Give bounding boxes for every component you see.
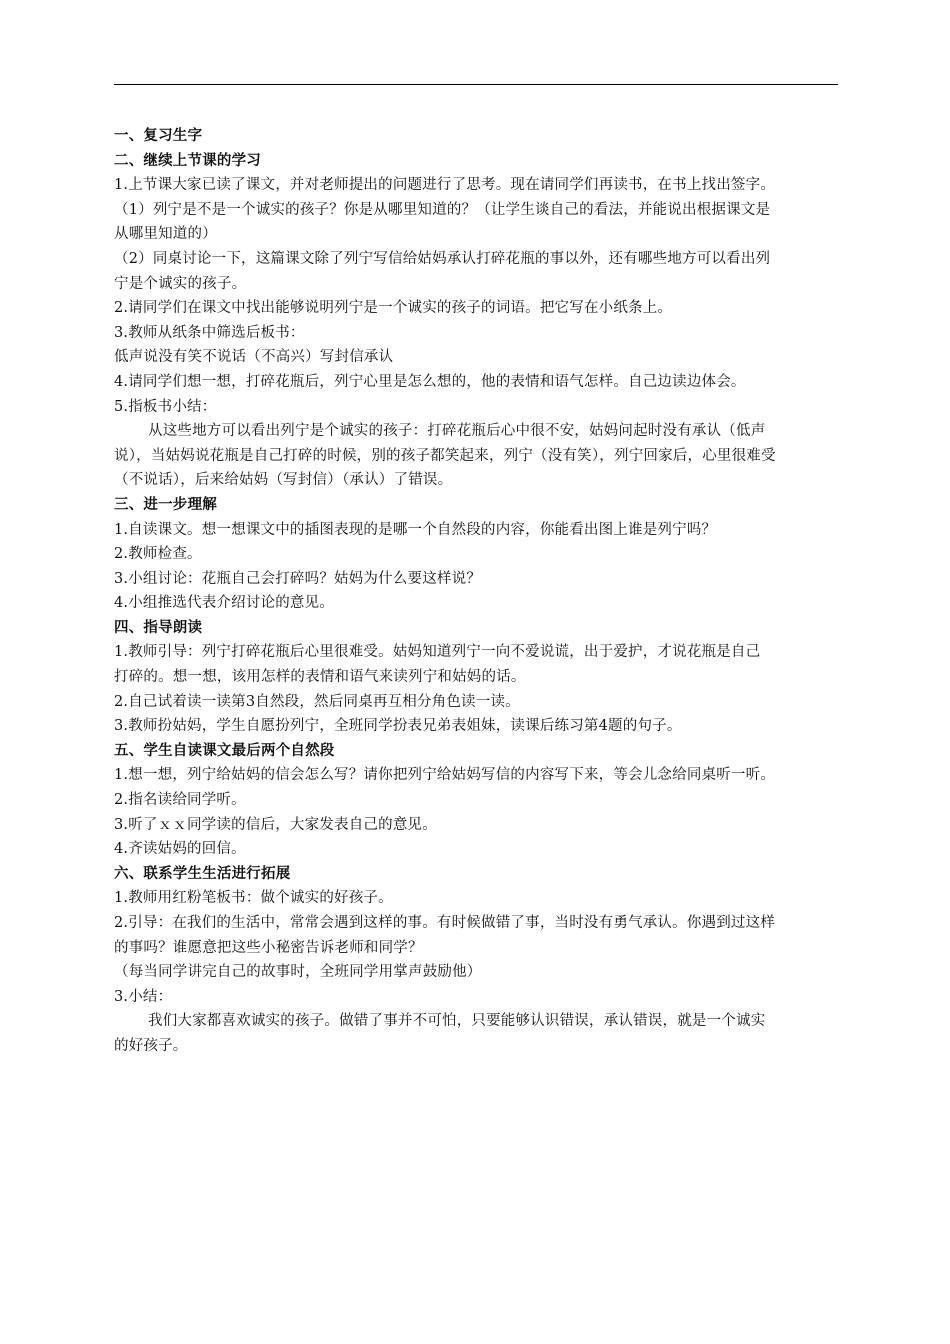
section-heading: 一、复习生字 — [114, 128, 203, 144]
text-line: （2）同桌讨论一下，这篇课文除了列宁写信给姑妈承认打碎花瓶的事以外，还有哪些地方可以看出列 — [114, 250, 771, 267]
section-heading: 三、进一步理解 — [114, 496, 217, 513]
text-line: 4.齐读姑妈的回信。 — [114, 841, 246, 858]
section-heading: 二、继续上节课的学习 — [114, 152, 261, 169]
section-heading: 四、指导朗读 — [114, 619, 203, 636]
text-line: 3.听了ｘｘ同学读的信后，大家发表自己的意见。 — [114, 816, 437, 833]
text-line: （1）列宁是不是一个诚实的孩子？你是从哪里知道的？（让学生谈自己的看法，并能说出根据课文是 — [114, 201, 771, 218]
text-line: （不说话），后来给姑妈（写封信）（承认）了错误。 — [114, 472, 453, 489]
text-line: 我们大家都喜欢诚实的孩子。做错了事并不可怕，只要能够认识错误，承认错误，就是一个诚实 — [148, 1013, 766, 1030]
text-line: 3.教师扮姑妈，学生自愿扮列宁，全班同学扮表兄弟表姐妹，读课后练习第4题的句子。 — [114, 718, 682, 735]
text-line: 从这些地方可以看出列宁是个诚实的孩子：打碎花瓶后心中很不安，姑妈问起时没有承认（低声 — [148, 423, 766, 440]
text-line: 1.想一想，列宁给姑妈的信会怎么写？请你把列宁给姑妈写信的内容写下来，等会儿念给同桌听一听。 — [114, 767, 776, 784]
text-line: 5.指板书小结： — [114, 398, 217, 415]
text-line: 3.教师从纸条中筛选后板书： — [114, 324, 305, 341]
text-line: 2.引导：在我们的生活中，常常会遇到这样的事。有时候做错了事，当时没有勇气承认。你遇到过这样 — [114, 915, 776, 931]
text-line: 的好孩子。 — [114, 1037, 188, 1054]
text-line: 4.小组推选代表介绍讨论的意见。 — [114, 595, 335, 612]
text-line: 4.请同学们想一想，打碎花瓶后，列宁心里是怎么想的，他的表情和语气怎样。自己边读边体会。 — [114, 373, 746, 390]
document-body — [114, 124, 849, 1059]
text-line: 低声说没有笑不说话（不高兴）写封信承认 — [114, 349, 394, 366]
text-line: 1.上节课大家已读了课文，并对老师提出的问题进行了思考。现在请同学们再读书，在书上找出签字。 — [114, 177, 776, 194]
section-heading: 六、联系学生生活进行拓展 — [114, 865, 291, 882]
text-line: 2.教师检查。 — [114, 546, 202, 563]
text-line: 2.请同学们在课文中找出能够说明列宁是一个诚实的孩子的词语。把它写在小纸条上。 — [114, 300, 673, 317]
text-line: 从哪里知道的） — [114, 226, 217, 243]
text-line: 的事吗？谁愿意把这些小秘密告诉老师和同学？ — [114, 939, 423, 956]
text-line: （每当同学讲完自己的故事时，全班同学用掌声鼓励他） — [114, 964, 482, 981]
text-line: 宁是个诚实的孩子。 — [114, 275, 247, 292]
text-line: 打碎的。想一想，该用怎样的表情和语气来读列宁和姑妈的话。 — [114, 669, 526, 686]
text-line: 3.小组讨论：花瓶自己会打碎吗？姑妈为什么要这样说？ — [114, 570, 482, 587]
header-rule — [114, 84, 838, 85]
text-line: 2.自己试着读一读第3自然段，然后同桌再互相分角色读一读。 — [114, 693, 520, 710]
text-line: 说），当姑妈说花瓶是自己打碎的时候，别的孩子都笑起来，列宁（没有笑），列宁回家后，心里很难受 — [114, 447, 776, 464]
text-line: 1.教师用红粉笔板书：做个诚实的好孩子。 — [114, 890, 393, 907]
text-line: 1.教师引导：列宁打碎花瓶后心里很难受。姑妈知道列宁一向不爱说谎，出于爱护，才说花瓶是自己 — [114, 644, 761, 661]
text-line: 2.指名读给同学听。 — [114, 792, 246, 809]
text-line: 1.自读课文。想一想课文中的插图表现的是哪一个自然段的内容，你能看出图上谁是列宁吗？ — [114, 521, 717, 538]
section-heading: 五、学生自读课文最后两个自然段 — [114, 742, 335, 759]
text-line: 3.小结： — [114, 988, 173, 1005]
